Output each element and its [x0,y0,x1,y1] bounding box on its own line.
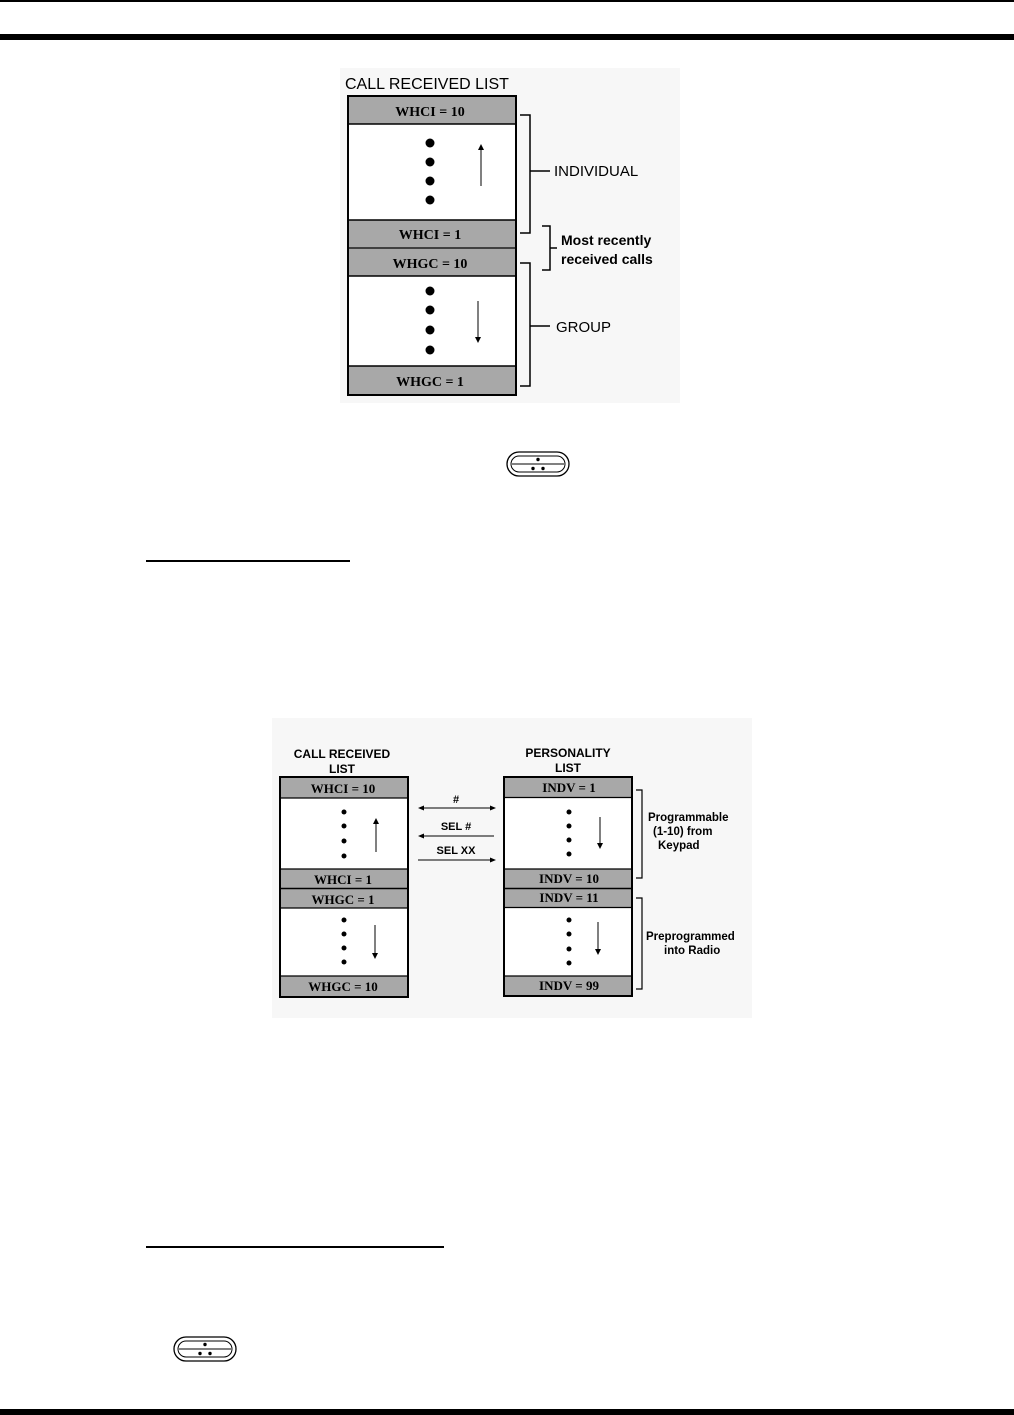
left-row-2: WHCI = 1 [314,872,372,887]
section-heading-underline [146,560,350,562]
right-row-4: INDV = 99 [539,978,599,993]
arrow-hash-label: # [452,794,460,806]
bracket-individual [520,115,530,233]
personality-list-figure [272,718,752,1018]
header-rule-thin [0,0,1014,2]
right-row-2: INDV = 10 [539,871,599,886]
arrow-hash [418,794,496,811]
bracket-preprogrammed [636,898,642,989]
bracket-group [520,263,530,386]
left-title-line1: CALL RECEIVED [293,747,391,761]
label-recent-line1: Most recently [561,232,652,248]
header-rule-thick [0,34,1014,40]
menu-key-icon [506,451,570,477]
left-row-1: WHCI = 10 [310,781,376,796]
right-title-line1: PERSONALITY [525,746,611,760]
label-pre-line1: Preprogrammed [646,931,735,943]
row-whgc-10-label: WHGC = 10 [392,257,468,272]
menu-key-icon [173,1336,237,1362]
call-received-personality-diagram [272,718,752,1018]
label-pre-line2: into Radio [664,945,721,957]
row-whgc-1-label: WHGC = 1 [396,375,464,390]
label-prog-line3: Keypad [658,840,700,852]
row-whci-10-label: WHCI = 10 [395,105,465,120]
bracket-recent [542,226,550,270]
label-recent-line2: received calls [561,251,653,267]
call-received-list-diagram [340,68,680,403]
arrow-sel-hash [418,821,494,839]
arrow-sel-xx [418,845,496,863]
row-whci-1-label: WHCI = 1 [398,228,462,243]
footer-rule-thick [0,1409,1014,1415]
bracket-programmable [636,790,642,878]
right-row-3: INDV = 11 [539,890,599,905]
figure-title: CALL RECEIVED LIST [345,76,509,93]
label-prog-line2: (1-10) from [653,826,713,838]
left-row-4: WHGC = 10 [308,979,378,994]
left-title-line2: LIST [329,762,355,776]
label-prog-line1: Programmable [648,812,729,824]
label-individual: INDIVIDUAL [554,163,639,180]
label-group: GROUP [556,319,612,336]
right-row-1: INDV = 1 [542,780,596,795]
call-received-list-figure [340,68,680,403]
right-title-line2: LIST [555,761,581,775]
section-heading-underline [146,1246,444,1248]
arrow-sel-xx-label: SEL XX [436,845,476,857]
arrow-sel-hash-label: SEL # [440,821,472,833]
left-row-3: WHGC = 1 [311,892,375,907]
